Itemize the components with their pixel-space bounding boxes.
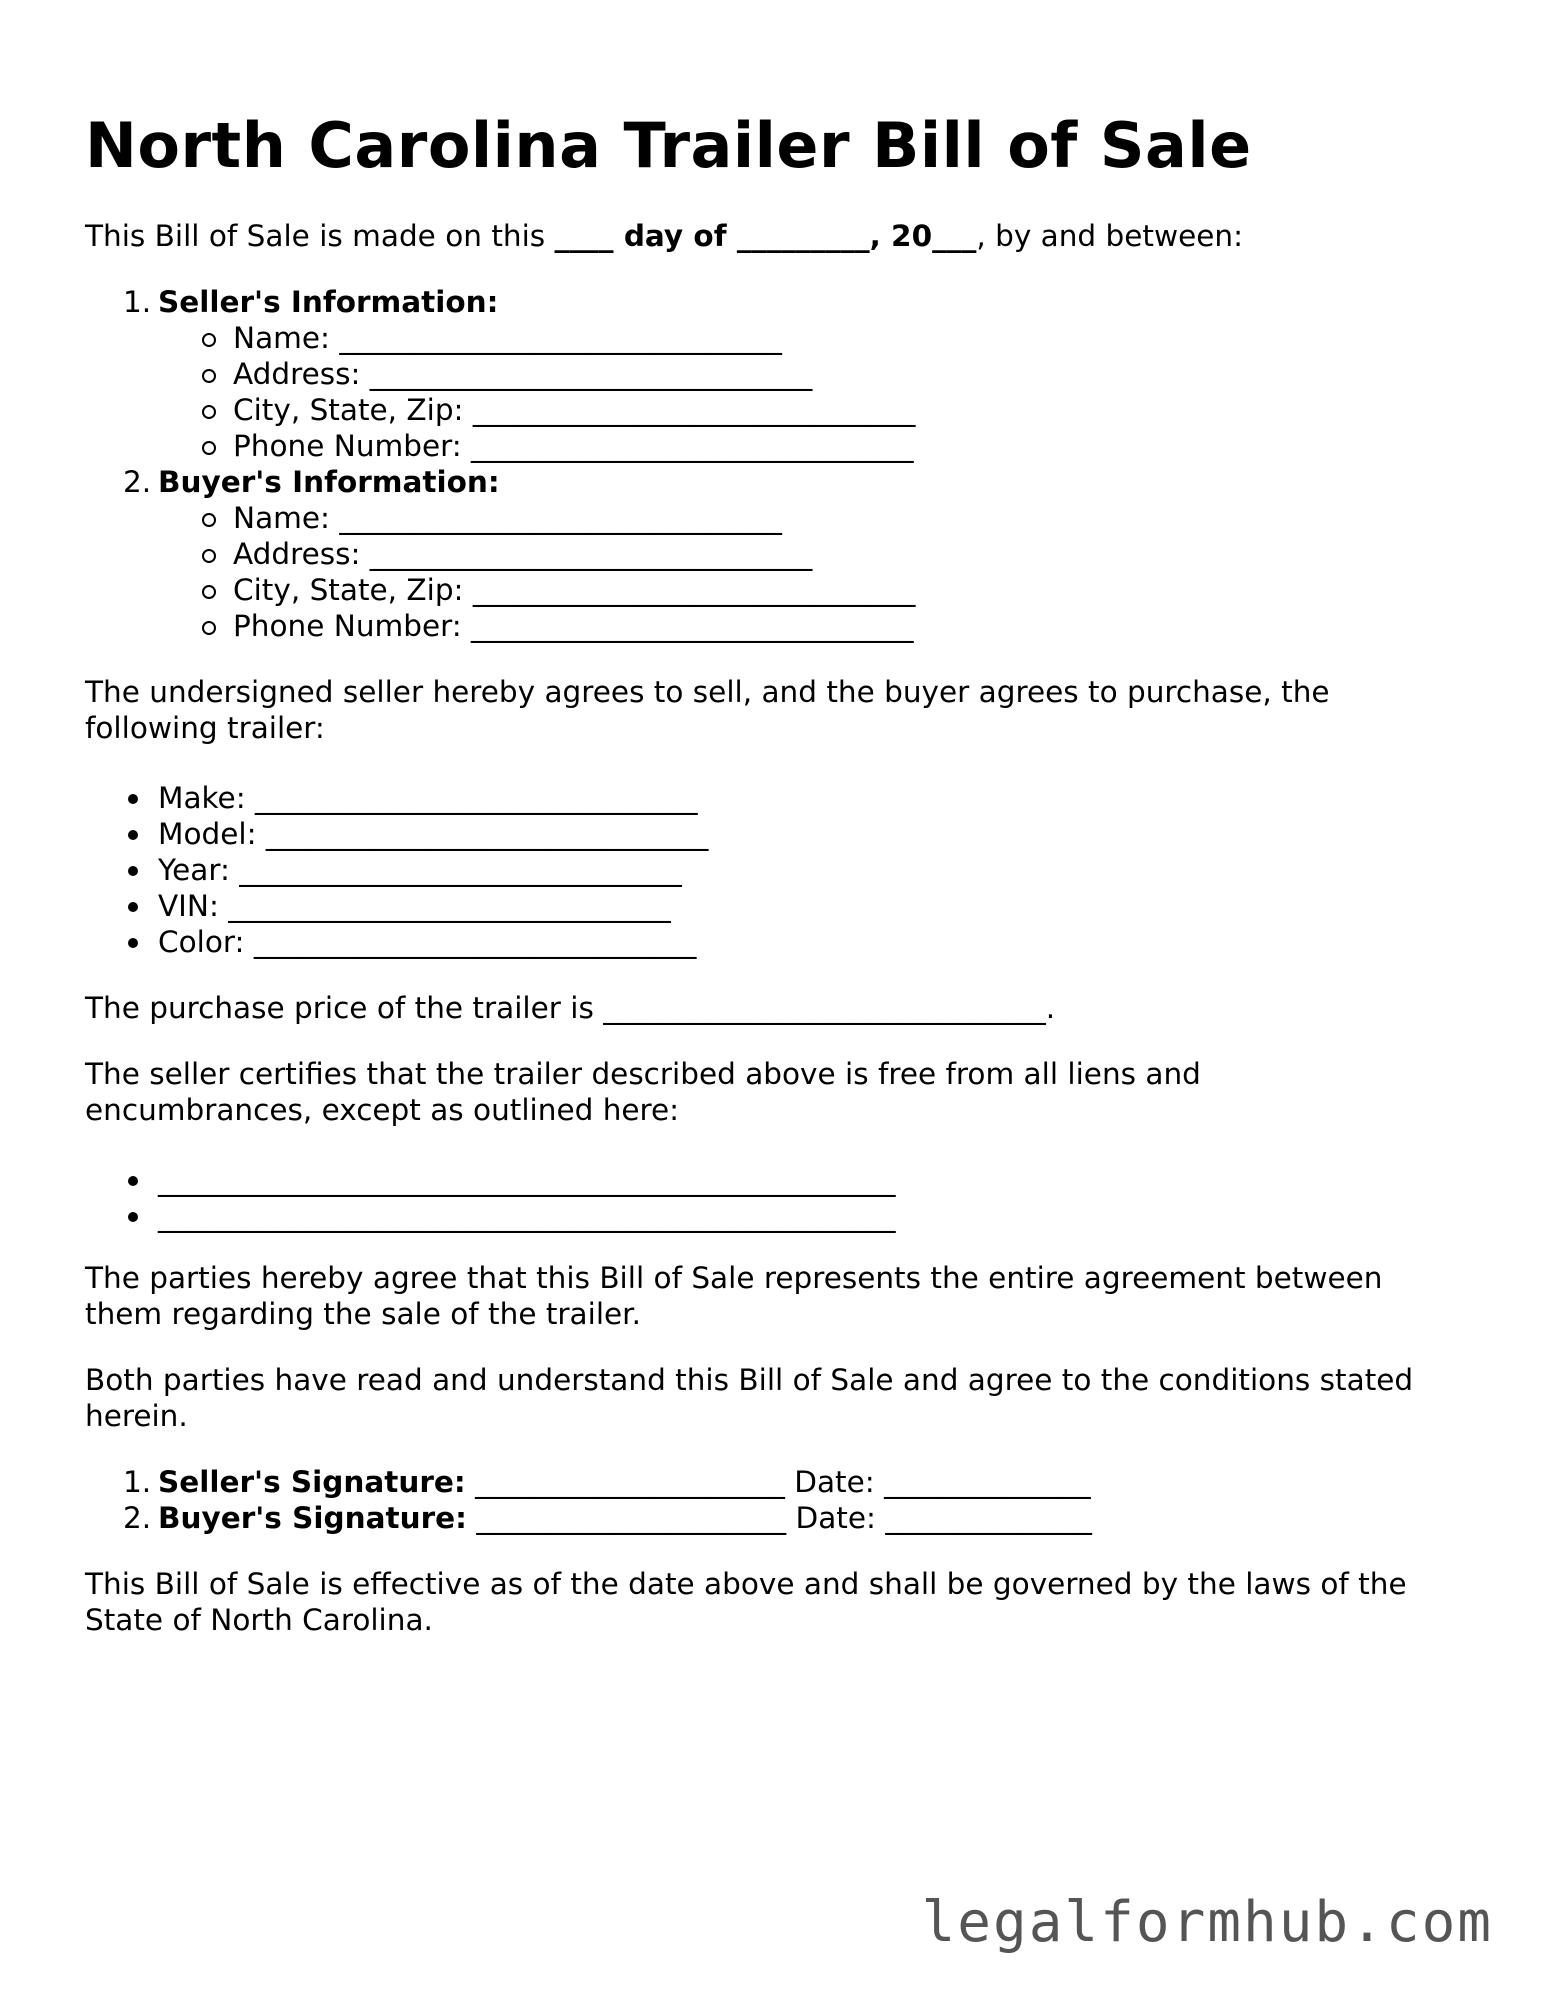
vin-field: VIN: ______________________________ <box>158 889 671 923</box>
buyer-heading: Buyer's Information: <box>158 465 500 499</box>
seller-signature-blanks: _____________________ Date: ______________ <box>465 1465 1091 1499</box>
intro-paragraph <box>85 218 1243 254</box>
seller-city-bullet <box>202 405 216 419</box>
year-prefix: , 20 <box>869 219 933 253</box>
effective-line-1: This Bill of Sale is effective as of the date above and shall be governed by the laws of the <box>85 1567 1407 1601</box>
liens-line-2: encumbrances, except as outlined here: <box>85 1093 680 1127</box>
buyer-signature-blanks: _____________________ Date: ______________ <box>466 1501 1092 1535</box>
year-field: Year: ______________________________ <box>158 853 682 887</box>
seller-name-bullet <box>202 333 216 347</box>
document-title: North Carolina Trailer Bill of Sale <box>85 109 1252 182</box>
seller-heading: Seller's Information: <box>158 285 499 319</box>
lien-blank-1: __________________________________________________ <box>158 1163 896 1197</box>
buyer-name-bullet <box>202 513 216 527</box>
year-bullet <box>128 866 138 876</box>
intro-post: , by and between: <box>976 219 1244 253</box>
read-understand-line-2: herein. <box>85 1399 188 1433</box>
entire-agreement-line-2: them regarding the sale of the trailer. <box>85 1297 641 1331</box>
vin-bullet <box>128 902 138 912</box>
buyer-signature-number: 2. <box>123 1501 152 1535</box>
buyer-address-field: Address: ______________________________ <box>233 537 813 571</box>
seller-signature-number: 1. <box>123 1465 152 1499</box>
seller-signature-line <box>158 1464 1091 1500</box>
buyer-city-bullet <box>202 585 216 599</box>
seller-name-field: Name: ______________________________ <box>233 321 782 355</box>
model-field: Model: ______________________________ <box>158 817 709 851</box>
buyer-signature-label: Buyer's Signature: <box>158 1501 467 1535</box>
effective-line-2: State of North Carolina. <box>85 1603 433 1637</box>
make-bullet <box>128 794 138 804</box>
color-field: Color: ______________________________ <box>158 925 697 959</box>
liens-line-1: The seller certifies that the trailer described above is free from all liens and <box>85 1057 1201 1091</box>
day-blank: ____ <box>554 219 614 253</box>
buyer-city-field: City, State, Zip: ______________________________ <box>233 573 916 607</box>
seller-phone-field: Phone Number: ______________________________ <box>233 429 914 463</box>
model-bullet <box>128 830 138 840</box>
day-of-label: day of <box>613 219 737 253</box>
purchase-price-line: The purchase price of the trailer is ______________________________. <box>85 991 1056 1025</box>
buyer-number: 2. <box>123 465 152 499</box>
buyer-address-bullet <box>202 549 216 563</box>
month-blank: _________ <box>736 219 870 253</box>
lien-bullet-2 <box>128 1212 138 1222</box>
seller-signature-label: Seller's Signature: <box>158 1465 466 1499</box>
buyer-name-field: Name: ______________________________ <box>233 501 782 535</box>
lien-bullet-1 <box>128 1176 138 1186</box>
seller-address-field: Address: ______________________________ <box>233 357 813 391</box>
buyer-signature-line <box>158 1500 1092 1536</box>
buyer-phone-field: Phone Number: ______________________________ <box>233 609 914 643</box>
agreement-line-1: The undersigned seller hereby agrees to sell, and the buyer agrees to purchase, the <box>85 675 1330 709</box>
agreement-line-2: following trailer: <box>85 711 325 745</box>
seller-city-field: City, State, Zip: ______________________________ <box>233 393 916 427</box>
read-understand-line-1: Both parties have read and understand this Bill of Sale and agree to the conditions stated <box>85 1363 1414 1397</box>
year-blank: ___ <box>932 219 977 253</box>
entire-agreement-line-1: The parties hereby agree that this Bill of Sale represents the entire agreement between <box>85 1261 1383 1295</box>
buyer-phone-bullet <box>202 621 216 635</box>
seller-address-bullet <box>202 369 216 383</box>
site-watermark: legalformhub.com <box>921 1890 1493 1955</box>
seller-phone-bullet <box>202 441 216 455</box>
lien-blank-2: __________________________________________________ <box>158 1199 896 1233</box>
make-field: Make: ______________________________ <box>158 781 698 815</box>
intro-pre: This Bill of Sale is made on this <box>85 219 555 253</box>
color-bullet <box>128 938 138 948</box>
seller-number: 1. <box>123 285 152 319</box>
